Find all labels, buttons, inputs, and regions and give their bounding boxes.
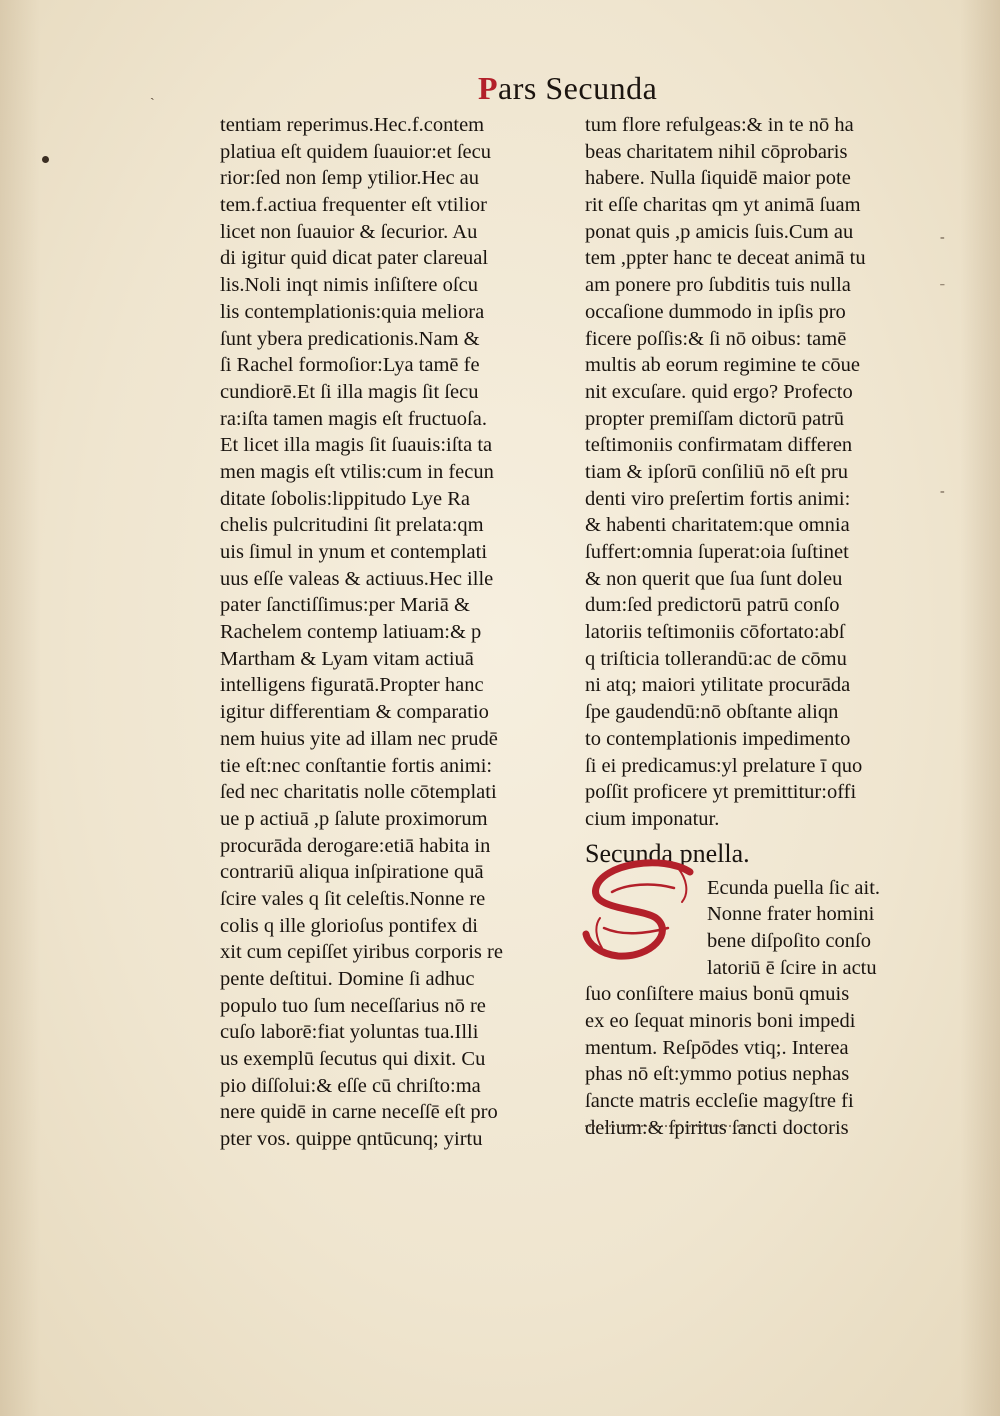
text-line: delium:& ſpiritus ſancti doctoris [585,1116,849,1139]
text-line: to contemplationis impedimento [585,727,851,750]
text-line: latoriū ē ſcire in actu [707,956,877,979]
margin-mark: - [940,230,945,245]
text-line: ſancte matris eccleſie magyſtre fi [585,1090,854,1113]
text-line: pater ſanctiſſimus:per Mariā & [220,594,470,617]
text-line: latoriis teſtimoniis cōfortato:abſ [585,621,845,644]
text-line: tie eſt:nec conſtantie fortis animi: [220,754,493,777]
header-text: ars Secunda [498,70,658,106]
text-line: pter vos. quippe qntūcunq; yirtu [220,1128,483,1151]
text-line: di igitur quid dicat pater clareual [220,247,489,270]
text-line: us exemplū ſecutus qui dixit. Cu [220,1048,486,1071]
text-line: men magis eſt vtilis:cum in fecun [220,460,494,483]
text-line: uis ſimul in ynum et contemplati [220,541,488,563]
text-line: tiam & ipſorū conſiliū nō eſt pru [585,460,849,483]
running-header [478,70,657,107]
text-line: nere quidē in carne neceſſē eſt pro [220,1101,498,1124]
text-line: licet non ſuauior & ſecurior. Au [220,220,478,243]
decorated-initial-s-drawing [582,858,702,966]
text-line: rior:ſed non ſemp ytilior.Hec au [220,167,480,190]
text-line: platiua eſt quidem ſuauior:et ſecu [220,140,491,163]
text-line: habere. Nulla ſiquidē maior pote [585,167,851,190]
bottom-faint-marks [585,1125,755,1127]
text-line: cundiorē.Et ſi illa magis ſit ſecu [220,380,479,403]
text-line: denti viro preſertim fortis animi: [585,487,851,510]
text-line: ſpe gaudendū:nō obſtante aliqn [585,701,839,724]
header-initial: P [478,70,499,106]
text-line: tentiam reperimus.Hec.f.contem [220,114,485,136]
text-line: ſi ei predicamus:yl prelature ī quo [585,754,863,777]
text-line: phas nō eſt:ymmo potius nephas [585,1063,850,1086]
text-line: ſunt ybera predicationis.Nam & [220,327,480,350]
text-line: lis.Noli inqt nimis inſiſtere oſcu [220,274,478,297]
right-column-upper-text [585,112,935,833]
text-line: Nonne frater homini [707,903,875,926]
text-line: teſtimoniis confirmatam differen [585,434,853,457]
text-line: intelligens figuratā.Propter hanc [220,674,484,697]
text-line: pio diſſolui:& eſſe cū chriſto:ma [220,1074,481,1097]
text-line: propter premiſſam dictorū patrū [585,407,845,430]
text-line: Martham & Lyam vitam actiuā [220,647,474,670]
text-line: beas charitatem nihil cōprobaris [585,140,848,163]
text-line: ſi Rachel formoſior:Lya tamē fe [220,354,480,377]
text-line: ſcire vales q ſit celeſtis.Nonne re [220,887,486,910]
section-rubric-heading: Secunda pnella. [585,838,750,868]
margin-ink-dot [42,156,49,163]
margin-mark: ˉ [940,282,945,297]
page-left-edge-shadow [0,0,40,1416]
text-line: occaſione dummodo in ipſis pro [585,300,846,323]
text-line: igitur differentiam & comparatio [220,701,489,724]
text-line: xit cum cepiſſet yiribus corporis re [220,941,503,964]
text-line: colis q ille glorioſus pontifex di [220,914,478,937]
text-line: ue p actiuā ,p ſalute proximorum [220,807,488,830]
right-text-column [585,112,935,1141]
text-line: ra:iſta tamen magis eſt fructuoſa. [220,407,487,430]
text-line: ſuffert:omnia ſuperat:oia ſuſtinet [585,541,849,563]
text-line: q triſticia tollerandū:ac de cōmu [585,647,847,670]
text-line: ditate ſobolis:lippitudo Lye Ra [220,487,470,510]
text-line: pente deſtitui. Domine ſi adhuc [220,968,475,990]
margin-mark: - [940,484,945,499]
text-line: poſſit proficere yt premittitur:offi [585,781,857,804]
text-line: tem ,ppter hanc te deceat animā tu [585,247,866,270]
text-line: dum:ſed predictorū patrū conſo [585,594,840,617]
text-line: ponat quis ,p amicis ſuis.Cum au [585,220,854,243]
text-line: nem huius yite ad illam nec prudē [220,727,498,750]
text-line: chelis pulcritudini ſit prelata:qm [220,514,484,537]
text-line: procurāda derogare:etiā habita in [220,834,491,857]
text-line: mentum. Reſpōdes vtiq;. Interea [585,1036,849,1059]
text-line: cuſo laborē:fiat yoluntas tua.Illi [220,1021,479,1044]
text-line: ficere poſſis:& ſi nō oibus: tamē [585,327,847,350]
text-line: tum flore refulgeas:& in te nō ha [585,114,854,136]
text-line: ni atq; maiori ytilitate procurāda [585,674,851,697]
text-line: uus eſſe valeas & actiuus.Hec ille [220,567,494,590]
text-line: tem.f.actiua frequenter eſt vtilior [220,194,487,217]
left-text-column [220,112,565,1153]
text-line: & habenti charitatem:que omnia [585,514,850,537]
show-through-folio [255,66,267,100]
text-line: cium imponatur. [585,807,720,830]
text-line: bene diſpoſito conſo [707,929,871,952]
text-line: nit excuſare. quid ergo? Profecto [585,380,853,403]
text-line: ex eo ſequat minoris boni impedi [585,1010,856,1032]
text-line: Ecunda puella ſic ait. [707,876,881,899]
text-line: ſuo conſiſtere maius bonū qmuis [585,983,850,1006]
text-line: am ponere pro ſubditis tuis nulla [585,274,851,297]
text-line: multis ab eorum regimine te cōue [585,354,860,377]
text-line: contrariū aliqua inſpiratione quā [220,861,484,884]
text-line: rit eſſe charitas qm yt animā ſuam [585,194,861,217]
text-line: & non querit que ſua ſunt doleu [585,567,843,590]
margin-mark: ˎ [150,86,155,101]
text-line: Et licet illa magis ſit ſuauis:iſta ta [220,434,493,457]
page-right-edge-shadow [960,0,1000,1416]
text-line: ſed nec charitatis nolle cōtemplati [220,781,497,804]
text-line: lis contemplationis:quia meliora [220,300,485,323]
text-line: populo tuo ſum neceſſarius nō re [220,994,486,1017]
text-line: Rachelem contemp latiuam:& p [220,621,482,644]
